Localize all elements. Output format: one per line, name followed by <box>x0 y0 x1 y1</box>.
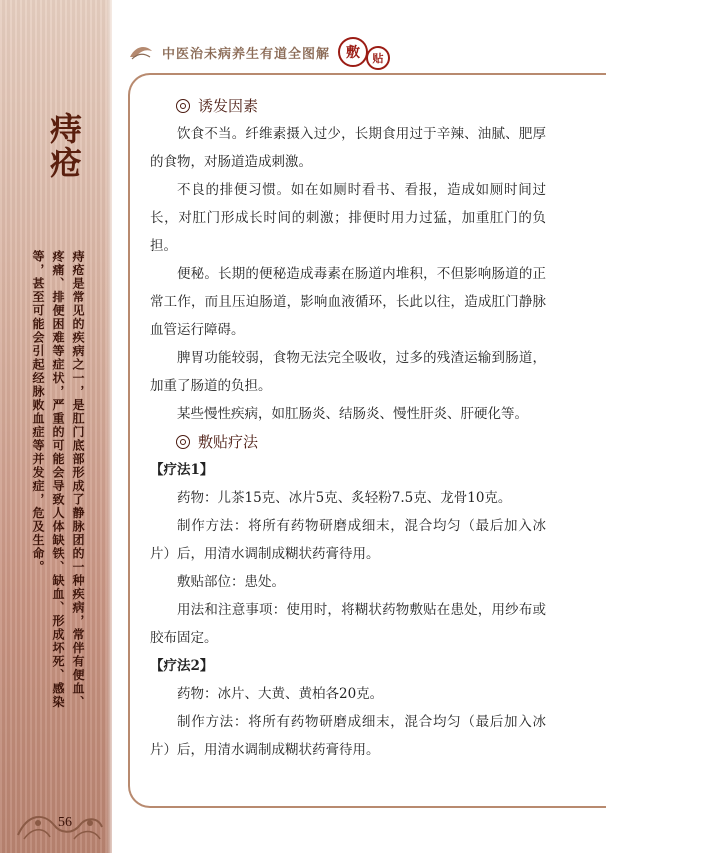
paragraph: 药物：冰片、大黄、黄柏各20克。 <box>177 686 384 702</box>
sidebar-panel <box>0 0 112 853</box>
section-title: 敷贴疗法 <box>198 433 259 451</box>
sidebar-title: 痔疮 <box>45 112 83 180</box>
paragraph: 脾胃功能较弱，食物无法完全吸收，过多的残渣运输到肠道，加重了肠道的负担。 <box>150 350 546 394</box>
circle-bullet-icon <box>176 435 190 449</box>
seal-badge-small: 贴 <box>366 46 390 70</box>
paragraph: 便秘。长期的便秘造成毒素在肠道内堆积，不但影响肠道的正常工作，而且压迫肠道，影响血液循环，长此以往，造成肛门静脉血管运行障碍。 <box>150 266 546 338</box>
paragraph: 不良的排便习惯。如在如厕时看书、看报，造成如厕时间过长，对肛门形成长时间的刺激；排便时用力过猛，加重肛门的负担。 <box>150 182 546 254</box>
method-label: 【疗法2】 <box>150 658 214 674</box>
paragraph: 用法和注意事项：使用时，将糊状药物敷贴在患处，用纱布或胶布固定。 <box>150 602 546 646</box>
sidebar-description: 痔疮是常见的疾病之一，是肛门底部形成了静脉团的一种疾病，常伴有便血、疼痛、排便困难等症状，严重的可能会导致人体缺铁、缺血、形成坏死、感染等，甚至可能会引起经脉败血症等并发症，危及生命。 <box>31 250 85 709</box>
circle-bullet-icon <box>176 99 190 113</box>
paragraph: 饮食不当。纤维素摄入过少，长期食用过于辛辣、油腻、肥厚的食物，对肠道造成刺激。 <box>150 126 546 170</box>
section-heading-therapy <box>176 428 546 456</box>
page-number: 56 <box>58 815 72 830</box>
paragraph: 制作方法：将所有药物研磨成细末，混合均匀（最后加入冰片）后，用清水调制成糊状药膏待用。 <box>150 714 546 758</box>
leaf-ornament-icon <box>128 43 154 61</box>
page-header <box>128 36 418 68</box>
book-title: 中医治未病养生有道全图解 <box>162 46 331 62</box>
main-content <box>150 92 546 764</box>
section-heading-cause <box>176 92 546 120</box>
paragraph: 敷贴部位：患处。 <box>177 574 285 590</box>
paragraph: 某些慢性疾病，如肛肠炎、结肠炎、慢性肝炎、肝硬化等。 <box>177 406 528 422</box>
section-title: 诱发因素 <box>198 97 259 115</box>
seal-badge-large: 敷 <box>338 37 368 67</box>
method-label: 【疗法1】 <box>150 462 214 478</box>
paragraph: 制作方法：将所有药物研磨成细末，混合均匀（最后加入冰片）后，用清水调制成糊状药膏待用。 <box>150 518 546 562</box>
paragraph: 药物：儿茶15克、冰片5克、炙轻粉7.5克、龙骨10克。 <box>177 490 512 506</box>
